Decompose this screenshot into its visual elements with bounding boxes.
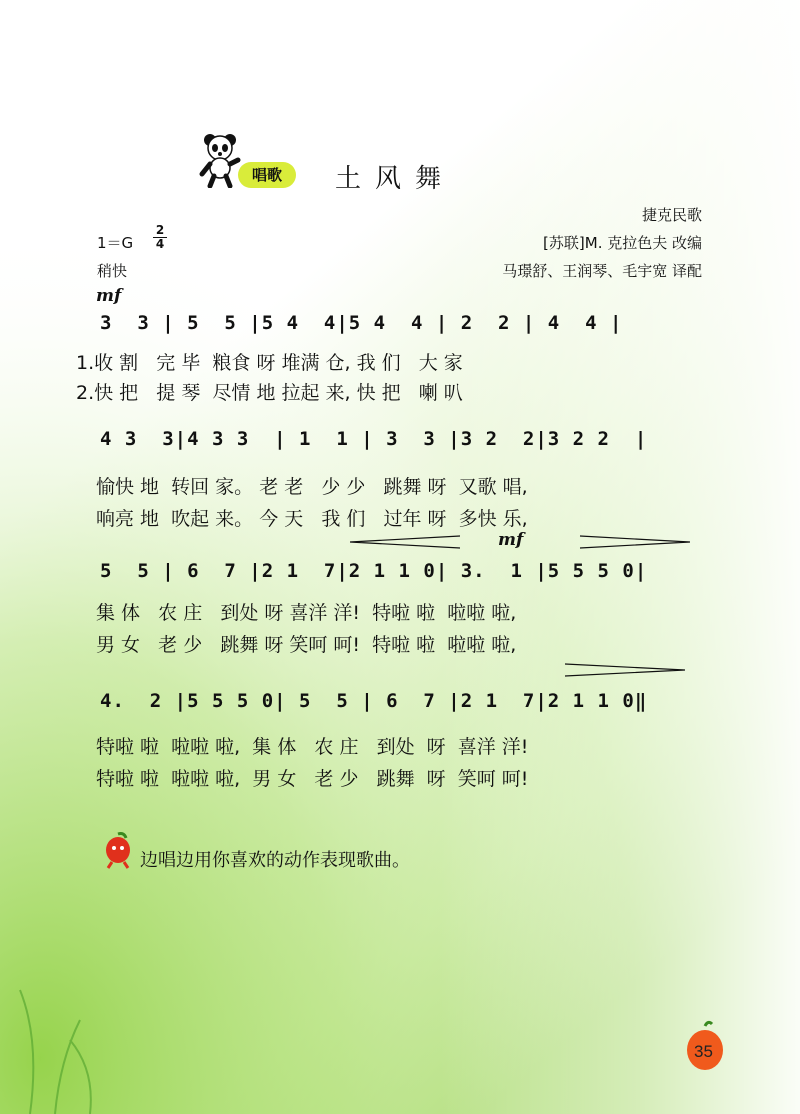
- score-line-4-lyric-2: 特啦 啦 啦啦 啦, 男 女 老 少 跳舞 呀 笑呵 呵!: [96, 768, 529, 790]
- decrescendo-mark: [565, 660, 685, 680]
- dynamic-mf-1: mf: [96, 286, 122, 306]
- translator-credit: 马璟舒、王润琴、毛宇宽 译配: [502, 262, 702, 280]
- score-line-4-notes: 4. 2 |5 5 5 0| 5 5 | 6 7 |2 1 7|2 1 1 0‖: [100, 690, 648, 712]
- song-title: 土风舞: [335, 164, 456, 194]
- score-line-3-lyric-1: 集 体 农 庄 到处 呀 喜洋 洋! 特啦 啦 啦啦 啦,: [96, 602, 517, 624]
- song-origin: 捷克民歌: [641, 206, 702, 224]
- score-line-3-lyric-2: 男 女 老 少 跳舞 呀 笑呵 呵! 特啦 啦 啦啦 啦,: [96, 634, 517, 656]
- time-sig-top: 2: [155, 223, 165, 237]
- score-line-1-notes: 3 3 | 5 5 |5 4 4|5 4 4 | 2 2 | 4 4 |: [100, 312, 623, 334]
- time-signature: [153, 224, 167, 251]
- score-line-3-notes: 5 5 | 6 7 |2 1 7|2 1 1 0| 3. 1 |5 5 5 0|: [100, 560, 648, 582]
- score-line-1-lyric-1: 1.收 割 完 毕 粮食 呀 堆满 仓, 我 们 大 家: [76, 352, 463, 374]
- dynamic-mf-2: mf: [498, 530, 524, 550]
- crescendo-marks: [350, 532, 690, 552]
- tempo-marking: 稍快: [97, 262, 128, 280]
- arranger-credit: [苏联]M. 克拉色夫 改编: [543, 234, 702, 252]
- pepper-icon: [98, 830, 138, 870]
- time-sig-bottom: 4: [153, 237, 167, 251]
- song-tag: 唱歌: [238, 162, 296, 188]
- activity-instruction: 边唱边用你喜欢的动作表现歌曲。: [140, 850, 410, 871]
- score-line-4-lyric-1: 特啦 啦 啦啦 啦, 集 体 农 庄 到处 呀 喜洋 洋!: [96, 736, 529, 758]
- score-line-2-notes: 4 3 3|4 3 3 | 1 1 | 3 3 |3 2 2|3 2 2 |: [100, 428, 648, 450]
- page-number: 35: [694, 1042, 713, 1061]
- score-line-1-lyric-2: 2.快 把 提 琴 尽情 地 拉起 来, 快 把 喇 叭: [76, 382, 463, 404]
- key-signature: 1＝G: [97, 234, 134, 252]
- score-line-2-lyric-1: 愉快 地 转回 家。 老 老 少 少 跳舞 呀 又歌 唱,: [96, 476, 528, 498]
- panda-icon: [198, 130, 242, 188]
- score-line-2-lyric-2: 响亮 地 吹起 来。 今 天 我 们 过年 呀 多快 乐,: [96, 508, 528, 530]
